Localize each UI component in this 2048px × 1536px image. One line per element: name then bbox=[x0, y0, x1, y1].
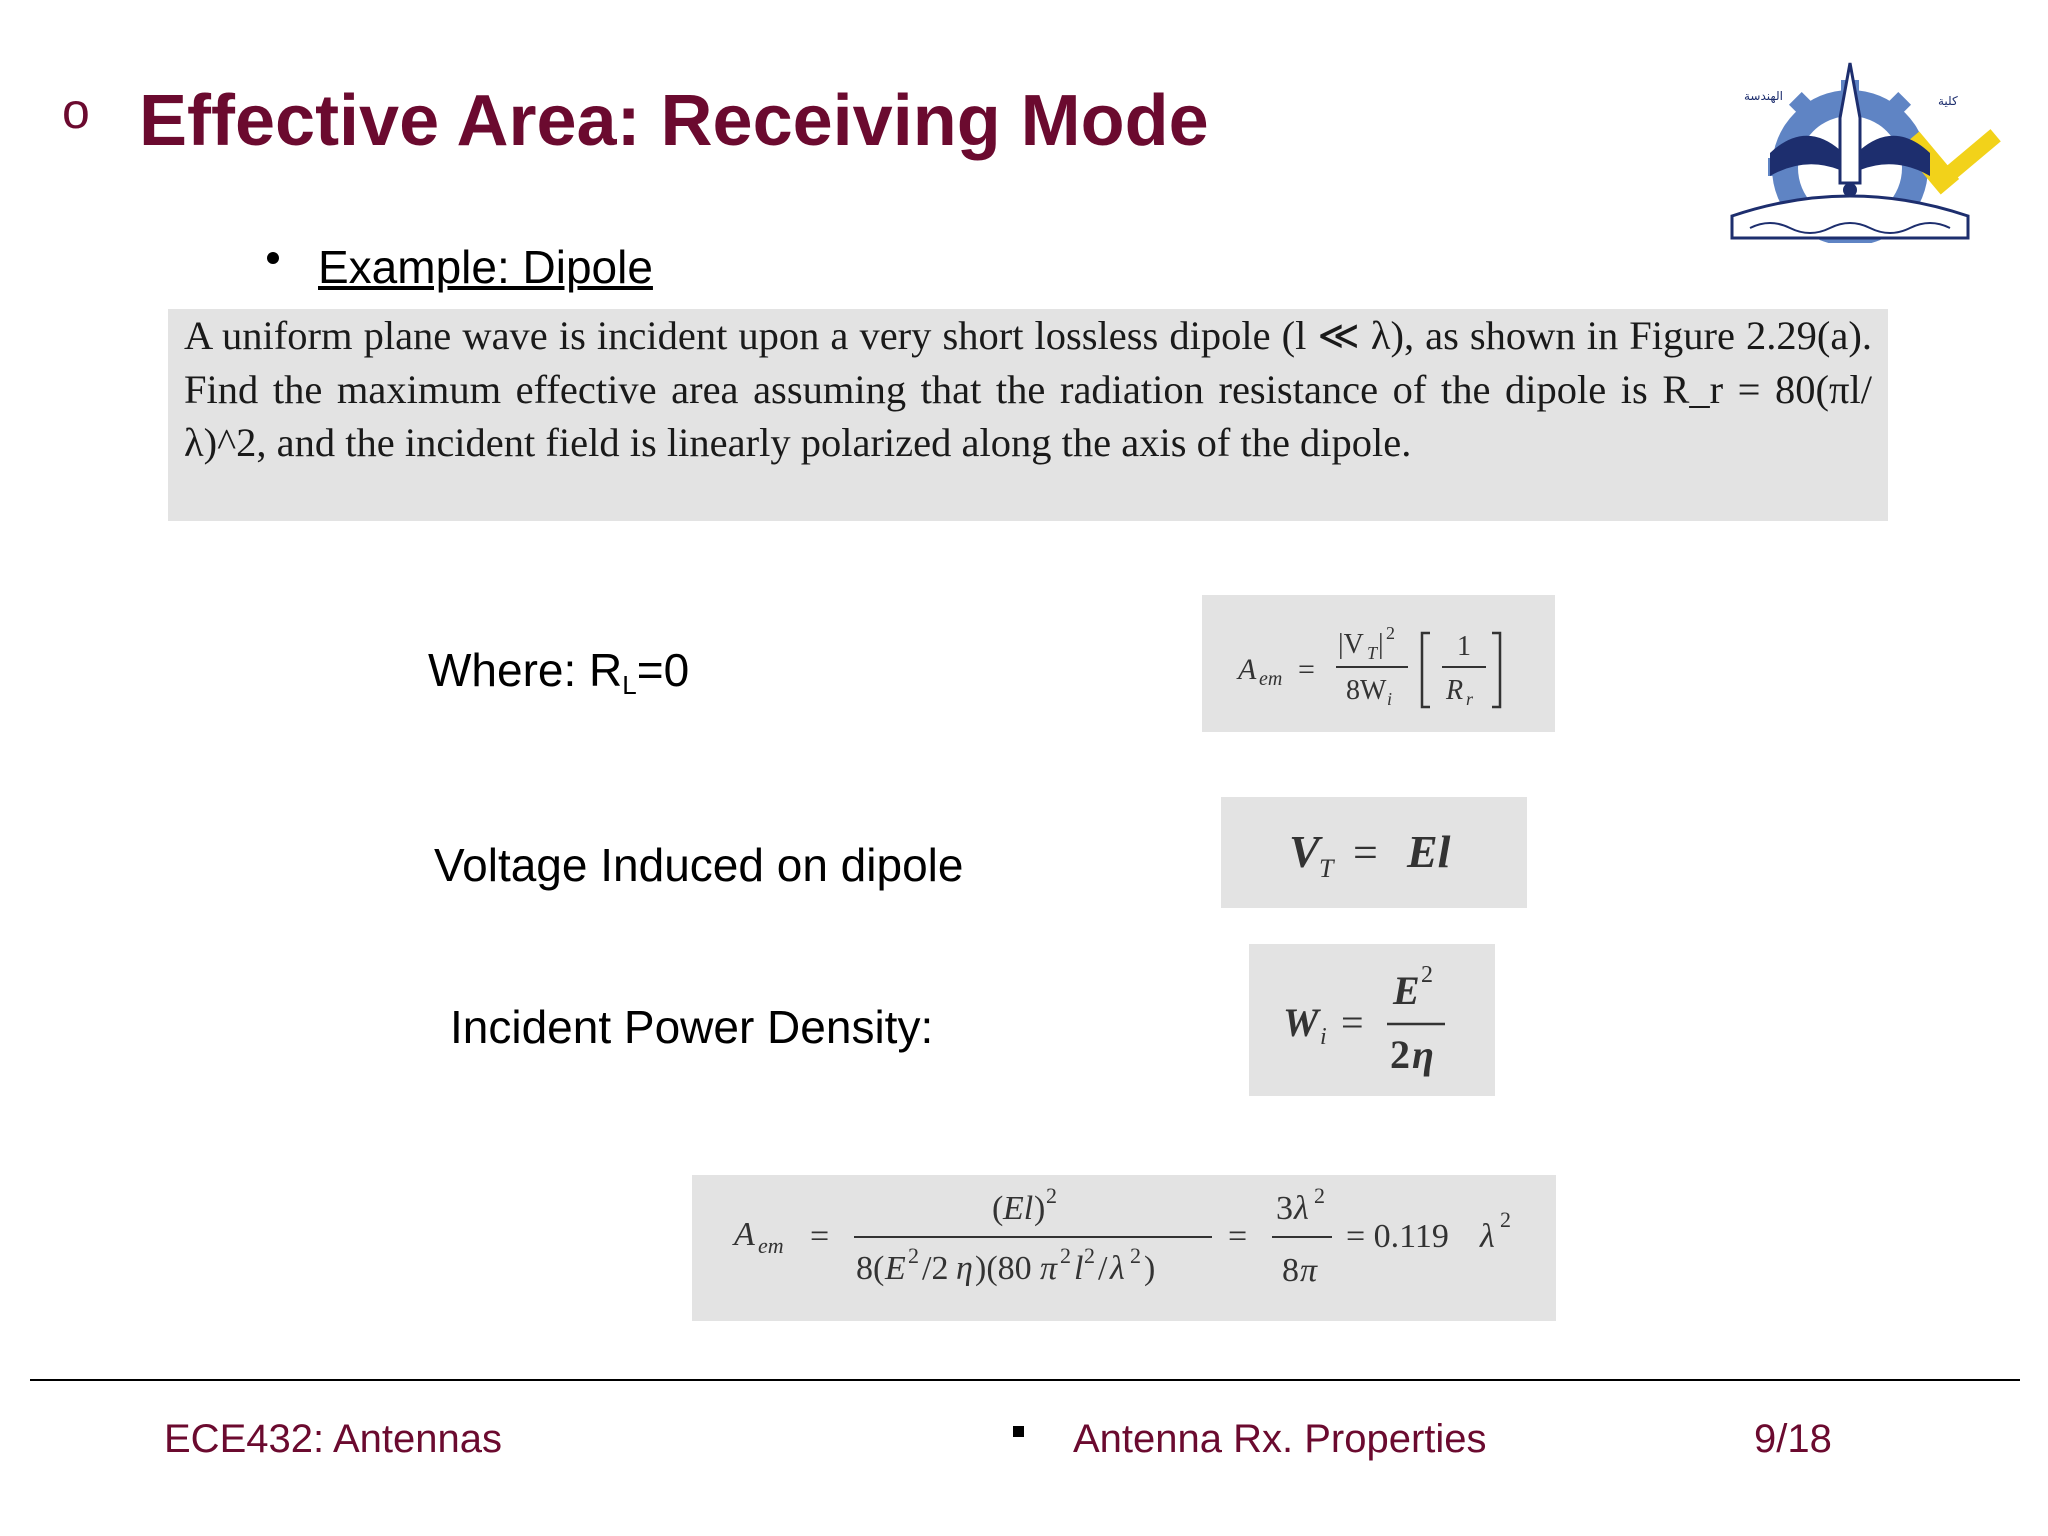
problem-statement-box bbox=[168, 309, 1888, 521]
where-label bbox=[428, 643, 689, 701]
svg-text:2: 2 bbox=[1060, 1243, 1071, 1268]
svg-text:2: 2 bbox=[1130, 1243, 1141, 1268]
footer-divider bbox=[30, 1379, 2020, 1381]
problem-statement-text: A uniform plane wave is incident upon a very short lossless dipole (l ≪ λ), as shown in Figure 2.29(a). Find the maximum effective area assuming that the radiation resistance of the dipole is R_r = 80(πl/λ)^2, and the incident field is linearly polarized along the axis of the dipole. bbox=[184, 313, 1872, 465]
svg-text:R: R bbox=[1446, 675, 1464, 706]
svg-text:2: 2 bbox=[1421, 962, 1433, 988]
slide-title: Effective Area: Receiving Mode bbox=[139, 81, 1209, 161]
result-equation-box bbox=[692, 1175, 1556, 1321]
power-density-label: Incident Power Density: bbox=[450, 1001, 934, 1053]
where-value: =0 bbox=[636, 644, 690, 696]
svg-text:)(80: )(80 bbox=[975, 1250, 1032, 1287]
svg-text:2: 2 bbox=[1314, 1183, 1325, 1208]
svg-text:El: El bbox=[1407, 826, 1451, 877]
svg-text:T: T bbox=[1367, 643, 1378, 663]
svg-text:=: = bbox=[1228, 1218, 1248, 1255]
svg-text:2: 2 bbox=[1046, 1183, 1057, 1208]
svg-text:2: 2 bbox=[1386, 623, 1395, 643]
svg-text:η: η bbox=[956, 1250, 973, 1287]
where-subscript: L bbox=[622, 670, 637, 700]
aem-equation bbox=[1202, 595, 1555, 732]
svg-text:i: i bbox=[1387, 689, 1393, 709]
svg-text:2: 2 bbox=[1084, 1243, 1095, 1268]
title-bullet: o bbox=[62, 83, 90, 139]
svg-text:V: V bbox=[1289, 826, 1320, 877]
svg-text:|V: |V bbox=[1338, 629, 1364, 660]
svg-text:A: A bbox=[734, 1216, 755, 1253]
svg-text:2: 2 bbox=[1500, 1207, 1511, 1232]
svg-text:r: r bbox=[1466, 689, 1474, 709]
svg-text:λ: λ bbox=[1480, 1218, 1495, 1255]
svg-text:8(: 8( bbox=[856, 1250, 885, 1287]
power-density-equation-box bbox=[1249, 944, 1495, 1096]
svg-text:|: | bbox=[1378, 629, 1384, 660]
svg-text:2: 2 bbox=[908, 1243, 919, 1268]
svg-text:): ) bbox=[1034, 1190, 1046, 1227]
logo-text-left: الهندسة bbox=[1744, 89, 1783, 103]
svg-text:l: l bbox=[1074, 1250, 1084, 1287]
svg-text:8W: 8W bbox=[1346, 675, 1387, 706]
svg-text:= 0.119: = 0.119 bbox=[1346, 1218, 1449, 1255]
svg-text:3: 3 bbox=[1276, 1190, 1293, 1227]
svg-text:em: em bbox=[1259, 668, 1283, 690]
svg-text:/2: /2 bbox=[922, 1250, 949, 1287]
svg-text:E: E bbox=[885, 1250, 906, 1287]
aem-equation-box bbox=[1202, 595, 1555, 732]
voltage-equation bbox=[1221, 797, 1527, 908]
logo-text-right: كلية bbox=[1938, 94, 1958, 108]
svg-text:A: A bbox=[1238, 653, 1257, 686]
svg-text:W: W bbox=[1283, 1000, 1319, 1045]
footer-course: ECE432: Antennas bbox=[164, 1417, 503, 1461]
svg-text:): ) bbox=[1144, 1250, 1156, 1287]
svg-text:T: T bbox=[1319, 854, 1334, 883]
svg-text:π: π bbox=[1040, 1250, 1058, 1287]
where-text: Where: R bbox=[428, 644, 623, 696]
svg-text:λ: λ bbox=[1110, 1250, 1125, 1287]
example-heading: Example: Dipole bbox=[318, 241, 653, 293]
svg-text:8: 8 bbox=[1282, 1252, 1299, 1289]
svg-text:=: = bbox=[1341, 1000, 1364, 1045]
svg-text:=: = bbox=[810, 1218, 830, 1255]
result-equation bbox=[692, 1175, 1556, 1321]
seal-frame-icon bbox=[1732, 196, 1968, 238]
page-number: 9/18 bbox=[1754, 1417, 1832, 1461]
power-density-equation bbox=[1249, 944, 1495, 1096]
svg-text:(: ( bbox=[992, 1190, 1004, 1227]
bullet-dot bbox=[267, 252, 279, 264]
footer-bullet-square bbox=[1013, 1426, 1024, 1437]
footer-section: Antenna Rx. Properties bbox=[1073, 1417, 1487, 1461]
svg-text:η: η bbox=[1412, 1032, 1434, 1077]
university-logo bbox=[1710, 58, 2010, 243]
svg-text:em: em bbox=[758, 1233, 784, 1258]
svg-text:=: = bbox=[1353, 828, 1378, 877]
svg-text:=: = bbox=[1298, 653, 1315, 686]
svg-text:λ: λ bbox=[1294, 1190, 1309, 1227]
svg-text:/: / bbox=[1098, 1250, 1108, 1287]
svg-text:i: i bbox=[1320, 1024, 1327, 1050]
voltage-label: Voltage Induced on dipole bbox=[434, 839, 964, 891]
svg-text:1: 1 bbox=[1457, 631, 1471, 662]
svg-text:El: El bbox=[1003, 1190, 1034, 1227]
voltage-equation-box bbox=[1221, 797, 1527, 908]
svg-text:E: E bbox=[1393, 968, 1420, 1013]
svg-text:2: 2 bbox=[1390, 1032, 1410, 1077]
svg-text:π: π bbox=[1300, 1252, 1318, 1289]
